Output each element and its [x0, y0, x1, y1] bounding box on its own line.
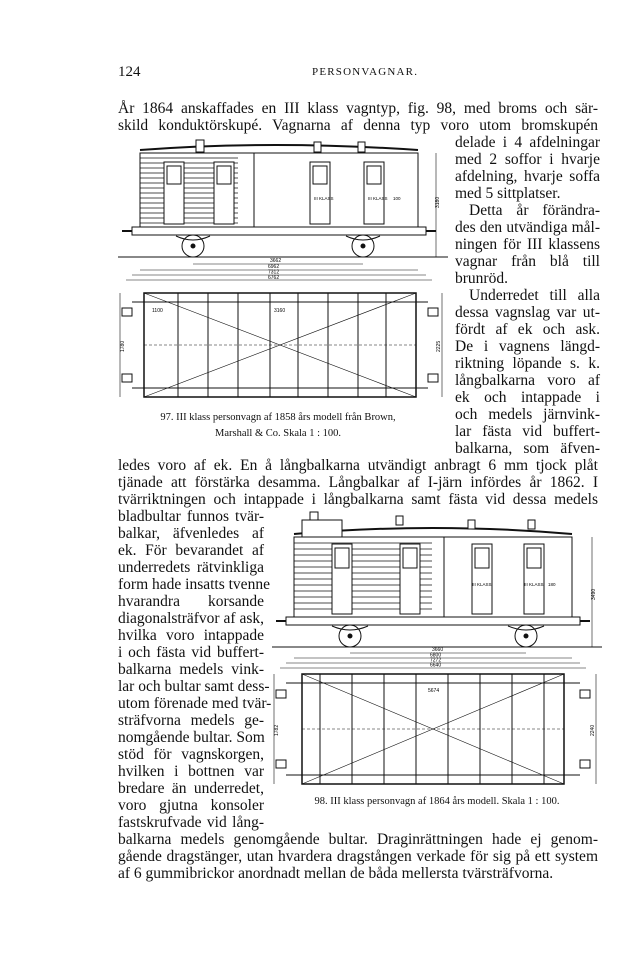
- text-line: med 2 soffor i hvarje: [455, 151, 600, 168]
- text-line: bredare än underredet,: [118, 780, 264, 797]
- text-line: Underredet till alla: [469, 287, 600, 304]
- dim-label: 1100: [152, 308, 163, 314]
- text-line: skild konduktörskupé. Vagnarna af denna typ voro utom bromskupén: [118, 117, 598, 134]
- door-number: 180: [548, 582, 556, 587]
- text-line: hvilken i bottnen var: [118, 763, 264, 780]
- dim-label: 7272: [430, 657, 442, 664]
- dim-label: 3180: [435, 196, 441, 208]
- dim-label: 5674: [428, 688, 440, 694]
- text-line: af 6 gummibrickor anordnadt mellan de båda mellersta tvärsträfvorna.: [118, 865, 554, 882]
- text-line: fördt af ek och ask.: [455, 321, 600, 338]
- text-line: ek. För bevarandet af: [118, 542, 264, 559]
- text-line: gående dragstänger, utan hvardera dragstången verkade för sig på ett system: [118, 848, 598, 865]
- text-line: underredets rätvinkliga: [118, 559, 264, 576]
- figure-97: [118, 138, 448, 456]
- text-line: År 1864 anskaffades en III klass vagntyp, fig. 98, med broms och sär-: [118, 100, 598, 117]
- text-line: i och fästa vid buffert-: [118, 644, 264, 661]
- text-line: De i vagnens längd-: [455, 338, 600, 355]
- dim-label: 6962: [268, 264, 280, 270]
- text-line: stöd för vagnskorgen,: [118, 746, 264, 763]
- figure-97-drawing: [118, 138, 448, 410]
- text-line: och medels järnvink-: [455, 406, 600, 423]
- dim-label: 1782: [274, 724, 280, 736]
- door-label: III KLASS: [314, 196, 334, 201]
- page-number: 124: [118, 64, 141, 80]
- text-line: brunröd.: [455, 270, 508, 287]
- figure-98-drawing: [272, 510, 602, 792]
- door-label: III KLASS: [472, 582, 492, 587]
- dim-label: 3490: [591, 588, 597, 600]
- text-line: tjänade att förstärka desamma. Långbalkar af I-järn infördes år 1862. I: [118, 474, 598, 491]
- text-line: diagonalsträfvor af ask,: [118, 610, 264, 627]
- text-line: dessa vagnslag var ut-: [455, 304, 600, 321]
- door-number: 100: [393, 196, 401, 201]
- text-line: balkarna, som äfven-: [455, 440, 600, 457]
- text-line: form hade insatts tvenne: [118, 576, 270, 593]
- text-line: nomgående bultar. Som: [118, 729, 265, 746]
- figure-97-caption-2: Marshall & Co. Skala 1 : 100.: [215, 428, 341, 439]
- text-line: balkar, äfvenledes af: [118, 525, 264, 542]
- text-line: tvärriktningen och intappade i långbalkarna samt fästa vid dessa medels: [118, 491, 598, 508]
- figure-98-caption: 98. III klass personvagn af 1864 års modell. Skala 1 : 100.: [314, 796, 560, 807]
- dim-label: 6800: [430, 652, 442, 659]
- text-line: lar och bultar samt dess-: [118, 678, 270, 695]
- text-line: lar fästa vid buffert-: [455, 423, 600, 440]
- dim-label: 7312: [268, 269, 280, 276]
- figure-98: [272, 510, 602, 810]
- text-line: utom förenade med tvär-: [118, 695, 272, 712]
- text-line: delade i 4 afdelningar: [455, 134, 600, 151]
- dim-label: 2240: [590, 724, 596, 736]
- text-line: vagnar från blå till: [455, 253, 600, 270]
- figure-97-caption-1: 97. III klass personvagn af 1858 års modell från Brown,: [160, 412, 396, 423]
- running-head: PERSONVAGNAR.: [312, 66, 419, 78]
- text-line: sträfvorna medels ge-: [118, 712, 264, 729]
- dim-label: 1780: [120, 340, 126, 352]
- door-label: III KLASS: [524, 582, 544, 587]
- door-label: III KLASS: [368, 196, 388, 201]
- text-line: balkarna medels genomgående bultar. Draginrättningen hade ej genom-: [118, 831, 598, 848]
- text-line: ek och intappade i: [455, 389, 600, 406]
- text-line: ningen för III klassens: [455, 236, 600, 253]
- text-line: bladbultar funnos tvär-: [118, 508, 264, 525]
- text-line: des den utvändiga mål-: [455, 219, 600, 236]
- text-line: ledes voro af ek. En å långbalkarna utvändigt anbragt 6 mm tjock plåt: [118, 457, 598, 474]
- text-line: med 5 sittplatser.: [455, 185, 561, 202]
- text-line: balkarna medels vink-: [118, 661, 264, 678]
- dim-label: 6640: [430, 662, 442, 669]
- dim-label: 3660: [432, 647, 444, 653]
- text-line: voro gjutna konsoler: [118, 797, 264, 814]
- text-line: långbalkarna voro af: [455, 372, 600, 389]
- text-line: hvilka voro intappade: [118, 627, 264, 644]
- text-line: afdelning, hvarje soffa: [455, 168, 600, 185]
- dim-label: 3662: [270, 258, 282, 264]
- text-line: Detta år förändra-: [469, 202, 600, 219]
- text-line: fastskrufvade vid lång-: [118, 814, 264, 831]
- text-line: riktning löpande s. k.: [455, 355, 600, 372]
- text-line: hvarandra korsande: [118, 593, 264, 610]
- dim-label: 2225: [436, 340, 442, 352]
- dim-label: 3160: [274, 308, 286, 314]
- dim-label: 6762: [268, 275, 280, 281]
